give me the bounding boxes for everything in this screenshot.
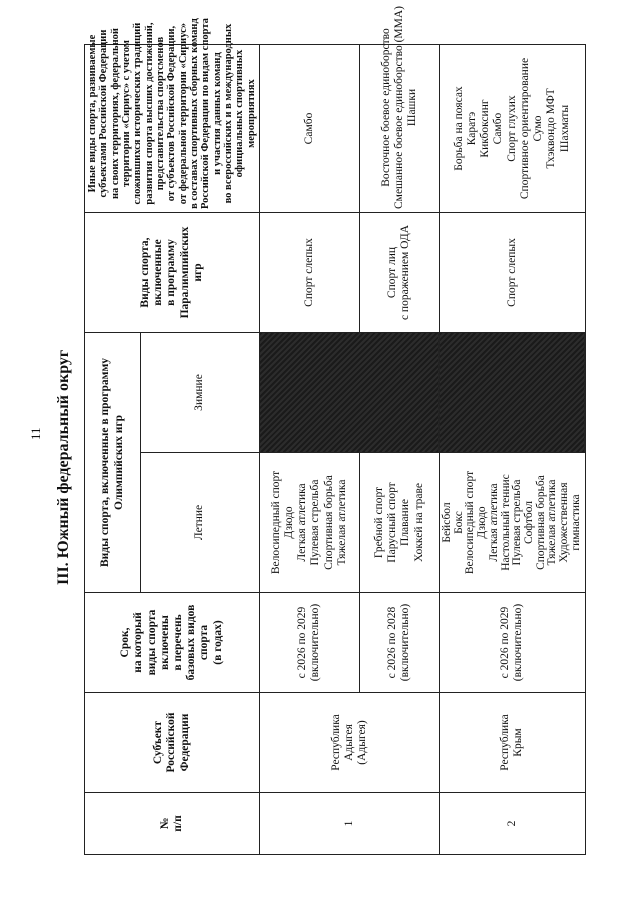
text-line: (включительно)	[309, 603, 322, 682]
page-number: 11	[28, 427, 43, 440]
text-line: Спортивная борьба	[534, 475, 547, 570]
section-title: III. Южный федеральный округ	[55, 349, 72, 585]
text-line: Парусный спорт	[386, 482, 399, 563]
row-other	[259, 45, 359, 213]
row-other	[359, 6, 439, 213]
text-line: п/п	[171, 815, 184, 832]
text-line: Республика	[499, 714, 512, 771]
text-line: Тяжелая атлетика	[546, 479, 559, 566]
text-line: с поражением ОДА	[399, 224, 412, 321]
text-line: включены	[158, 615, 171, 670]
text-line: (в годах)	[211, 620, 224, 665]
row-term	[439, 593, 585, 693]
text-line: с 2026 по 2029	[296, 606, 309, 679]
text-line: Иные виды спорта, развиваемые	[87, 34, 98, 193]
text-line: мероприятиях	[245, 79, 257, 148]
text-line: Велосипедный спорт	[269, 470, 282, 575]
text-line: игр	[191, 263, 204, 282]
text-line: Кикбоксинг	[479, 99, 492, 158]
text-line: представительства спортсменов	[154, 36, 166, 191]
header-summer: Летние	[141, 453, 260, 593]
text-line: (включительно)	[512, 603, 525, 682]
text-line: Хоккей на траве	[412, 483, 425, 562]
text-line: Тхэквондо МФТ	[545, 88, 558, 169]
row-summer	[359, 453, 439, 593]
text-line: Борьба на поясах	[452, 86, 465, 171]
text-line: Субъект	[152, 720, 165, 765]
row-term	[359, 593, 439, 693]
text-line: Крым	[512, 728, 525, 757]
text-line: с 2026 по 2028	[386, 606, 399, 679]
row-summer	[439, 453, 585, 593]
text-line: в составах спортивных сборных команд	[188, 18, 200, 209]
text-line: Сумо	[532, 115, 545, 142]
text-line: Олимпийских игр	[112, 415, 125, 510]
text-line: Пулевая стрельба	[309, 479, 322, 566]
text-line: Шашки	[406, 88, 419, 127]
text-line: и участия данных команд	[211, 52, 223, 175]
text-line: Восточное боевое единоборство	[379, 28, 392, 187]
text-line: Пулевая стрельба	[511, 479, 524, 566]
text-line: Шахматы	[558, 104, 571, 153]
text-line: Каратэ	[465, 111, 478, 146]
row-paralympic	[259, 213, 359, 333]
text-line: Легкая атлетика	[296, 483, 309, 562]
header-olympic-group	[85, 333, 141, 593]
text-line: Бокс	[452, 511, 465, 534]
row-subject	[439, 693, 585, 793]
table-row	[439, 45, 585, 855]
text-line: Гребной спорт	[372, 486, 385, 559]
text-line: Российской	[165, 712, 178, 773]
text-line: базовых видов	[185, 604, 198, 681]
text-line: Спортивное ориентирование	[518, 57, 531, 200]
text-line: от федеральной территории «Сириус»	[177, 22, 189, 205]
text-line: (Адыгея)	[356, 720, 369, 765]
text-line: №	[158, 817, 171, 830]
text-line: Спорт глухих	[505, 95, 518, 162]
row-other	[439, 45, 585, 213]
header-paralympic	[85, 213, 260, 333]
text-line: Бейсбол	[440, 502, 453, 543]
text-line: Паралимпийских	[178, 226, 191, 319]
text-line: Республика	[329, 714, 342, 771]
sports-table	[84, 6, 586, 855]
row-summer	[259, 453, 359, 593]
header-other	[85, 18, 260, 213]
text-line: на своих территориях, федеральной	[109, 28, 121, 200]
text-line: Спорт слепых	[505, 238, 518, 307]
text-line: (включительно)	[399, 603, 412, 682]
text-line: Срок,	[119, 627, 132, 658]
text-line: Смешанное боевое единоборство (ММА)	[392, 6, 405, 209]
text-line: Спортивная борьба	[322, 475, 335, 570]
table-row	[259, 45, 359, 855]
text-line: официальных спортивных	[234, 49, 246, 178]
text-line: в программу	[165, 239, 178, 306]
text-line: Спорт слепых	[302, 238, 315, 307]
text-line: Спорт лиц	[386, 246, 399, 299]
text-line: во всероссийских и в международных	[222, 23, 234, 204]
row-term	[259, 593, 359, 693]
text-line: Российской Федерации по видам спорта	[200, 18, 212, 209]
text-line: Адыгея	[342, 724, 355, 761]
text-line: субъектами Российской Федерации	[98, 29, 110, 198]
text-line: Самбо	[302, 112, 315, 145]
text-line: Настольный теннис	[499, 474, 512, 571]
row-subject	[259, 693, 439, 793]
text-line: Виды спорта, включенные в программу	[99, 357, 112, 568]
header-subject	[85, 693, 260, 793]
row-paralympic	[359, 213, 439, 333]
text-line: Легкая атлетика	[487, 483, 500, 562]
text-line: виды спорта	[145, 609, 158, 676]
text-line: в перечень	[171, 614, 184, 671]
row-num: 2	[439, 793, 585, 855]
header-term	[85, 593, 260, 693]
row-winter-redacted	[259, 333, 439, 453]
text-line: Дзюдо	[476, 506, 489, 539]
text-line: спорта	[198, 624, 211, 661]
text-line: на который	[132, 612, 145, 673]
text-line: сложившихся исторических традиций	[132, 22, 144, 205]
row-paralympic	[439, 213, 585, 333]
text-line: Самбо	[492, 112, 505, 145]
text-line: территории «Сириус» с учетом	[120, 40, 132, 188]
sports-table-wrapper	[84, 6, 582, 855]
row-num: 1	[259, 793, 439, 855]
text-line: Федерации	[178, 713, 191, 772]
text-line: включенные	[152, 239, 165, 306]
text-line: гимнастика	[569, 494, 582, 551]
text-line: Велосипедный спорт	[464, 470, 477, 575]
text-line: Тяжелая атлетика	[335, 479, 348, 566]
text-line: Софтбол	[522, 500, 535, 545]
header-num	[85, 793, 260, 855]
text-line: Художественная	[558, 482, 571, 563]
text-line: от субъектов Российской Федерации,	[166, 25, 178, 202]
text-line: Плавание	[399, 499, 412, 546]
row-winter-redacted	[439, 333, 585, 453]
text-line: с 2026 по 2029	[499, 606, 512, 679]
header-winter: Зимние	[141, 333, 260, 453]
text-line: Дзюдо	[282, 506, 295, 539]
text-line: развития спорта высших достижений,	[143, 22, 155, 205]
text-line: Виды спорта,	[138, 237, 151, 308]
